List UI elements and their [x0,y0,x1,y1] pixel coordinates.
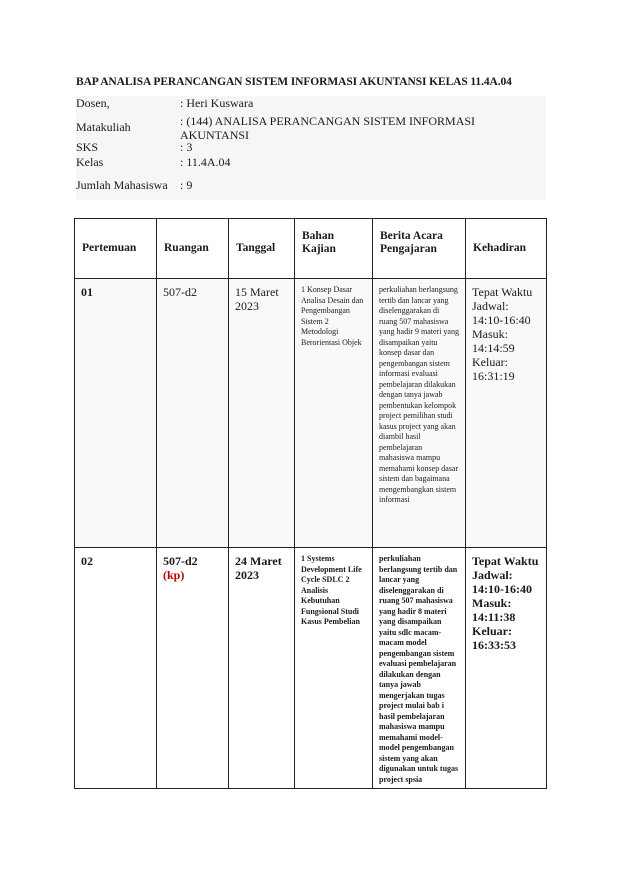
ruangan-value: 507-d2 [163,554,198,568]
kehadiran-cell [466,279,546,383]
ruangan-cell [157,548,228,582]
kehadiran-status: Tepat Waktu [472,285,533,299]
header-berita-acara: Berita Acara Pengajaran [373,219,466,279]
kehadiran-keluar: Keluar: 16:31:19 [472,355,515,383]
dosen-label: Dosen, [76,96,110,110]
matakuliah-value: : (144) ANALISA PERANCANGAN SISTEM INFORMASI AKUNTANSI [180,113,476,142]
header-ruangan: Ruangan [157,219,229,279]
course-info [76,96,546,200]
matakuliah-label: Matakuliah [76,119,131,134]
ruangan-note: (kp) [163,568,185,582]
kehadiran-status: Tepat Waktu [472,554,539,568]
sks-value: : 3 [180,140,193,154]
header-tanggal: Tanggal [229,219,295,279]
info-row-jumlah [76,170,546,200]
tanggal-cell: 15 Maret 2023 [235,285,279,313]
kelas-label: Kelas [76,155,104,169]
sks-label: SKS [76,140,99,154]
dosen-value: : Heri Kuswara [180,96,254,110]
info-row-matakuliah [76,113,546,140]
ruangan-value: 507-d2 [163,285,197,299]
bap-table [74,218,547,789]
berita-acara-cell: perkuliahan berlangsung tertib dan lancar yang diselenggarakan di ruang 507 mahasiswa yang hadir 8 materi yang disampaikan yaitu sdlc macam-macam model pengembangan sistem evaluasi pembelajaran dilakukan dengan tanya jawab mengerjakan tugas project mulai bab i hasil pembelajaran mahasiswa mampu memahami model-model pengembangan sistem yang akan digunakan untuk tugas project spsia [379,554,459,784]
header-bahan-kajian: Bahan Kajian [295,219,373,279]
pertemuan-cell: 02 [81,554,93,568]
kehadiran-masuk: Masuk: 14:14:59 [472,327,515,355]
info-row-dosen [76,96,546,113]
jumlah-value: : 9 [180,178,193,192]
bahan-kajian-cell: 1 Systems Development Life Cycle SDLC 2 Analisis Kebutuhan Fungsional Studi Kasus Pembelian [301,554,362,626]
table-row [75,279,547,548]
pertemuan-cell: 01 [81,285,93,299]
kehadiran-jadwal: Jadwal: 14:10-16:40 [472,299,531,327]
tanggal-cell: 24 Maret 2023 [235,554,282,582]
header-kehadiran: Kehadiran [466,219,547,279]
kelas-value: : 11.4A.04 [180,155,231,169]
berita-acara-cell: perkuliahan berlangsung tertib dan lancar yang diselenggarakan di ruang 507 mahasiswa yang hadir 9 materi yang disampaikan yaitu konsep dasar dan pengembangan sistem informasi evaluasi pembelajaran dilakukan dengan tanya jawab pembentukan kelompok project pemilihan studi kasus project yang akan diambil hasil pembelajaran mahasiswa mampu memahami konsep dasar sistem dan bagaimana mengembangkan sistem informasi [379,285,459,504]
document-title: BAP ANALISA PERANCANGAN SISTEM INFORMASI AKUNTANSI KELAS 11.4A.04 [76,76,512,88]
header-pertemuan: Pertemuan [75,219,157,279]
kehadiran-jadwal: Jadwal: 14:10-16:40 [472,568,532,596]
table-header-row [75,219,547,279]
kehadiran-cell [466,548,546,652]
jumlah-label: Jumlah Mahasiswa [76,177,168,192]
kehadiran-masuk: Masuk: 14:11:38 [472,596,516,624]
bahan-kajian-cell: 1 Konsep Dasar Analisa Desain dan Pengembangan Sistem 2 Metodologi Berorientasi Objek [301,285,364,347]
ruangan-cell [157,279,228,299]
table-row [75,548,547,789]
info-row-kelas [76,155,546,170]
info-row-sks [76,140,546,155]
kehadiran-keluar: Keluar: 16:33:53 [472,624,516,652]
